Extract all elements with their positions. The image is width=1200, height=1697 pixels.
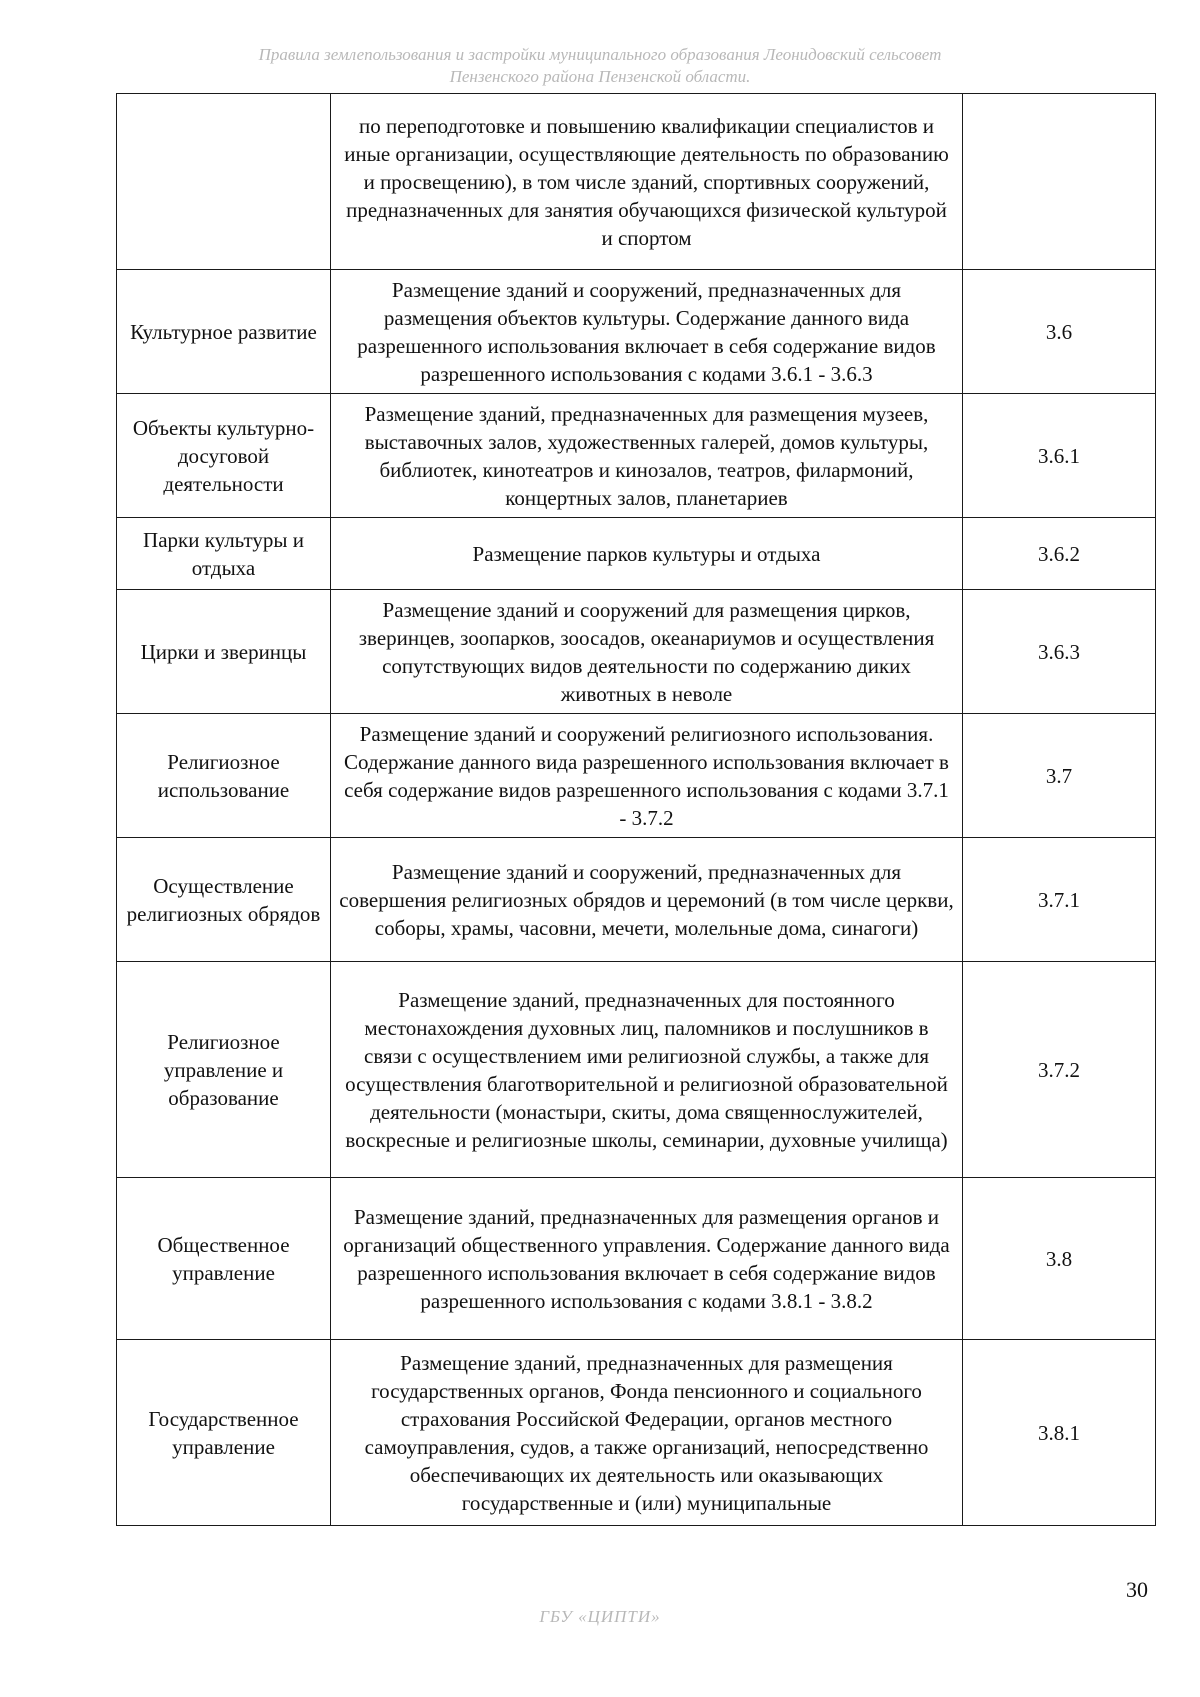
use-type-name: Государственное управление: [117, 1340, 331, 1526]
table-row: [117, 94, 1156, 270]
table-row: [117, 590, 1156, 714]
use-type-description: Размещение зданий и сооружений, предназначенных для размещения объектов культуры. Содержание данного вида разрешенного использования включает в себя содержание видов разрешенного использования с кодами 3.6.1 - 3.6.3: [331, 270, 963, 394]
use-type-name: [117, 94, 331, 270]
land-use-table: [116, 93, 1156, 1526]
table-row: [117, 962, 1156, 1178]
table-row: [117, 838, 1156, 962]
use-type-code: 3.6.3: [963, 590, 1156, 714]
table-row: [117, 394, 1156, 518]
use-type-description: по переподготовке и повышению квалификации специалистов и иные организации, осуществляющие деятельность по образованию и просвещению), в том числе зданий, спортивных сооружений, предназначенных для занятия обучающихся физической культурой и спортом: [331, 94, 963, 270]
use-type-code: [963, 94, 1156, 270]
use-type-name: Религиозное использование: [117, 714, 331, 838]
use-type-name: Осуществление религиозных обрядов: [117, 838, 331, 962]
use-type-description: Размещение зданий и сооружений религиозного использования. Содержание данного вида разрешенного использования включает в себя содержание видов разрешенного использования с кодами 3.7.1 - 3.7.2: [331, 714, 963, 838]
use-type-description: Размещение зданий и сооружений для размещения цирков, зверинцев, зоопарков, зоосадов, океанариумов и осуществления сопутствующих видов деятельности по содержанию диких животных в неволе: [331, 590, 963, 714]
table-row: [117, 1178, 1156, 1340]
use-type-code: 3.7.1: [963, 838, 1156, 962]
running-footer: ГБУ «ЦИПТИ»: [539, 1607, 661, 1626]
running-header: [0, 44, 1200, 88]
running-header-line-2: Пензенского района Пензенской области.: [449, 67, 751, 86]
use-type-name: Объекты культурно-досуговой деятельности: [117, 394, 331, 518]
use-type-code: 3.7.2: [963, 962, 1156, 1178]
use-type-name: Цирки и зверинцы: [117, 590, 331, 714]
use-type-code: 3.7: [963, 714, 1156, 838]
use-type-code: 3.8.1: [963, 1340, 1156, 1526]
use-type-code: 3.6.1: [963, 394, 1156, 518]
use-type-code: 3.8: [963, 1178, 1156, 1340]
table-row: [117, 714, 1156, 838]
use-type-description: Размещение зданий и сооружений, предназначенных для совершения религиозных обрядов и церемоний (в том числе церкви, соборы, храмы, часовни, мечети, молельные дома, синагоги): [331, 838, 963, 962]
use-type-description: Размещение зданий, предназначенных для постоянного местонахождения духовных лиц, паломников и послушников в связи с осуществлением ими религиозной службы, а также для осуществления благотворительной и религиозной образовательной деятельности (монастыри, скиты, дома священнослужителей, воскресные и религиозные школы, семинарии, духовные училища): [331, 962, 963, 1178]
use-type-description: Размещение зданий, предназначенных для размещения органов и организаций общественного управления. Содержание данного вида разрешенного использования включает в себя содержание видов разрешенного использования с кодами 3.8.1 - 3.8.2: [331, 1178, 963, 1340]
table-row: [117, 1340, 1156, 1526]
use-type-name: Парки культуры и отдыха: [117, 518, 331, 590]
table-row: [117, 270, 1156, 394]
use-type-description: Размещение зданий, предназначенных для размещения государственных органов, Фонда пенсионного и социального страхования Российской Федерации, органов местного самоуправления, судов, а также организаций, непосредственно обеспечивающих их деятельность или оказывающих государственные и (или) муниципальные: [331, 1340, 963, 1526]
use-type-code: 3.6: [963, 270, 1156, 394]
use-type-name: Общественное управление: [117, 1178, 331, 1340]
use-type-description: Размещение зданий, предназначенных для размещения музеев, выставочных залов, художественных галерей, домов культуры, библиотек, кинотеатров и кинозалов, театров, филармоний, концертных залов, планетариев: [331, 394, 963, 518]
table-row: [117, 518, 1156, 590]
use-type-name: Религиозное управление и образование: [117, 962, 331, 1178]
running-header-line-1: Правила землепользования и застройки муниципального образования Леонидовский сельсовет: [258, 45, 942, 64]
use-type-code: 3.6.2: [963, 518, 1156, 590]
page-number: 30: [1126, 1577, 1148, 1602]
use-type-description: Размещение парков культуры и отдыха: [331, 518, 963, 590]
use-type-name: Культурное развитие: [117, 270, 331, 394]
